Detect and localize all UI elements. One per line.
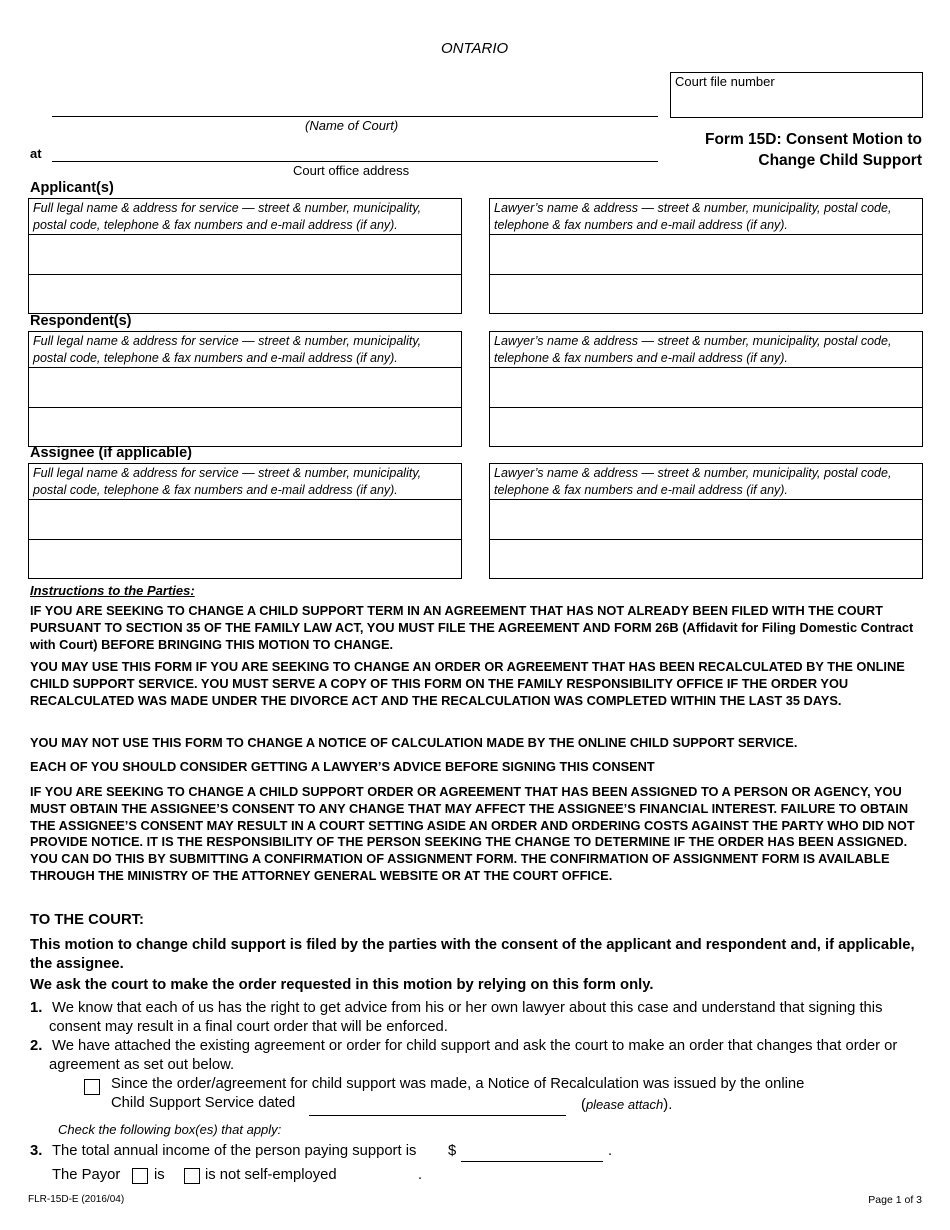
is-not-label: is not self-employed [205, 1167, 337, 1183]
applicant-lawyer-line-1[interactable] [490, 234, 922, 235]
item-3-number: 3. [30, 1143, 43, 1159]
court-office-address-label: Court office address [293, 163, 410, 178]
respondent-lawyer-line-1[interactable] [490, 367, 922, 368]
payor-is-not-self-employed-checkbox[interactable] [184, 1168, 200, 1184]
respondent-lawyer-hint: Lawyer’s name & address — street & number, municipality, postal code, telephone & fax numbers and e-mail address (if any). [494, 334, 892, 365]
page-number: Page 1 of 3 [868, 1194, 922, 1206]
applicant-party-box [28, 198, 462, 314]
respondent-lawyer-box [489, 331, 923, 447]
court-paragraph-2: We ask the court to make the order requested in this motion by relying on this form only. [30, 977, 654, 993]
item-1-text: We know that each of us has the right to get advice from his or her own lawyer about this case and understand that signing this consent may result in a final court order that will be enforced. [49, 1000, 883, 1035]
court-file-number-box[interactable] [670, 72, 923, 118]
respondent-party-line-1[interactable] [29, 367, 461, 368]
dollar-sign: $ [448, 1143, 457, 1159]
name-of-court-label: (Name of Court) [305, 118, 399, 133]
respondent-lawyer-line-2[interactable] [490, 407, 922, 408]
income-period: . [608, 1143, 613, 1159]
applicant-lawyer-line-2[interactable] [490, 274, 922, 275]
instructions-paragraph-5: IF YOU ARE SEEKING TO CHANGE A CHILD SUPPORT ORDER OR AGREEMENT THAT HAS BEEN ASSIGNED TO A PERSON OR AGENCY, YOU MUST OBTAIN THE ASSIGNEE’S CONSENT TO ANY CHANGE THAT MAY AFFECT THE ASSIGNEE’S FINANCIAL INTEREST. FAILURE TO OBTAIN THE ASSIGNEE’S CONSENT MAY RESULT IN A COURT SETTING ASIDE AN ORDER AND ORDERING COSTS AGAINST THE PARTY WHO DID NOT PROVIDE NOTICE. IT IS THE RESPONSIBILITY OF THE PERSON SEEKING THE CHANGE TO DETERMINE IF THE ORDER HAS BEEN ASSIGNED. YOU CAN DO THIS BY SUBMITTING A CONFIRMATION OF ASSIGNMENT FORM. THE CONFIRMATION OF ASSIGNMENT FORM IS AVAILABLE THROUGH THE MINISTRY OF THE ATTORNEY GENERAL WEBSITE OR AT THE COURT OFFICE. [30, 784, 915, 883]
instructions-paragraph-1: IF YOU ARE SEEKING TO CHANGE A CHILD SUPPORT TERM IN AN AGREEMENT THAT HAS NOT ALREADY BEEN FILED WITH THE COURT PURSUANT TO SECTION 35 OF THE FAMILY LAW ACT, YOU MUST FILE THE AGREEMENT AND FORM 26B (Affidavit for Filing Domestic Contract with Court) BEFORE BRINGING THIS MOTION TO CHANGE. [30, 603, 914, 652]
assignee-lawyer-line-1[interactable] [490, 499, 922, 500]
recalculation-checkbox[interactable] [84, 1079, 100, 1095]
assignee-lawyer-line-2[interactable] [490, 539, 922, 540]
item-2-number: 2. [30, 1038, 43, 1054]
payor-trailing-period: . [418, 1167, 423, 1183]
payor-label: The Payor [52, 1167, 121, 1183]
item-1-number: 1. [30, 1000, 43, 1016]
recalculation-line-2: Child Support Service dated [111, 1095, 296, 1111]
court-office-address-field[interactable] [52, 161, 658, 162]
assignee-lawyer-box [489, 463, 923, 579]
respondent-section-title: Respondent(s) [30, 313, 132, 329]
applicant-lawyer-hint: Lawyer’s name & address — street & number, municipality, postal code, telephone & fax numbers and e-mail address (if any). [494, 201, 892, 232]
recalculation-line-1: Since the order/agreement for child support was made, a Notice of Recalculation was issued by the online [111, 1076, 805, 1092]
instructions-paragraph-4: EACH OF YOU SHOULD CONSIDER GETTING A LAWYER’S ADVICE BEFORE SIGNING THIS CONSENT [30, 759, 655, 774]
assignee-party-line-1[interactable] [29, 499, 461, 500]
item-2-text: We have attached the existing agreement or order for child support and ask the court to make an order that changes that order or agreement as set out below. [49, 1038, 898, 1073]
instructions-paragraph-3: YOU MAY NOT USE THIS FORM TO CHANGE A NOTICE OF CALCULATION MADE BY THE ONLINE CHILD SUPPORT SERVICE. [30, 735, 798, 750]
assignee-section-title: Assignee (if applicable) [30, 445, 192, 461]
court-file-number-label: Court file number [675, 74, 775, 89]
form-code: FLR-15D-E (2016/04) [28, 1194, 125, 1205]
form-title-line1: Form 15D: Consent Motion to [705, 131, 922, 148]
applicant-party-line-2[interactable] [29, 274, 461, 275]
recalculation-date-field[interactable] [309, 1115, 566, 1116]
province-label: ONTARIO [441, 40, 509, 57]
assignee-party-line-2[interactable] [29, 539, 461, 540]
is-label: is [154, 1167, 165, 1183]
payor-is-self-employed-checkbox[interactable] [132, 1168, 148, 1184]
court-paragraph-1: This motion to change child support is filed by the parties with the consent of the applicant and respondent and, if applicable, the assignee. [30, 937, 915, 972]
instructions-paragraph-2: YOU MAY USE THIS FORM IF YOU ARE SEEKING TO CHANGE AN ORDER OR AGREEMENT THAT HAS BEEN RECALCULATED BY THE ONLINE CHILD SUPPORT SERVICE. YOU MUST SERVE A COPY OF THIS FORM ON THE FAMILY RESPONSIBILITY OFFICE IF THE ORDER YOU RECALCULATED WAS MADE UNDER THE DIVORCE ACT AND THE RECALCULATION WAS COMPLETED WITHIN THE LAST 35 DAYS. [30, 659, 905, 708]
assignee-party-box [28, 463, 462, 579]
assignee-party-hint: Full legal name & address for service — street & number, municipality, postal code, telephone & fax numbers and e-mail address (if any). [33, 466, 422, 497]
respondent-party-line-2[interactable] [29, 407, 461, 408]
item-3-text: The total annual income of the person paying support is [52, 1143, 417, 1159]
name-of-court-field[interactable] [52, 116, 658, 117]
instructions-title: Instructions to the Parties: [30, 583, 195, 598]
check-boxes-note: Check the following box(es) that apply: [58, 1122, 282, 1137]
assignee-lawyer-hint: Lawyer’s name & address — street & number, municipality, postal code, telephone & fax numbers and e-mail address (if any). [494, 466, 892, 497]
respondent-party-box [28, 331, 462, 447]
form-title [705, 129, 922, 171]
please-attach-note: (please attach). [581, 1097, 673, 1113]
to-the-court-heading: TO THE COURT: [30, 912, 144, 928]
applicant-section-title: Applicant(s) [30, 180, 114, 196]
applicant-lawyer-box [489, 198, 923, 314]
respondent-party-hint: Full legal name & address for service — street & number, municipality, postal code, telephone & fax numbers and e-mail address (if any). [33, 334, 422, 365]
form-title-line2: Change Child Support [758, 152, 922, 169]
applicant-party-line-1[interactable] [29, 234, 461, 235]
at-label: at [30, 146, 42, 161]
annual-income-field[interactable] [461, 1161, 603, 1162]
applicant-party-hint: Full legal name & address for service — street & number, municipality, postal code, telephone & fax numbers and e-mail address (if any). [33, 201, 422, 232]
